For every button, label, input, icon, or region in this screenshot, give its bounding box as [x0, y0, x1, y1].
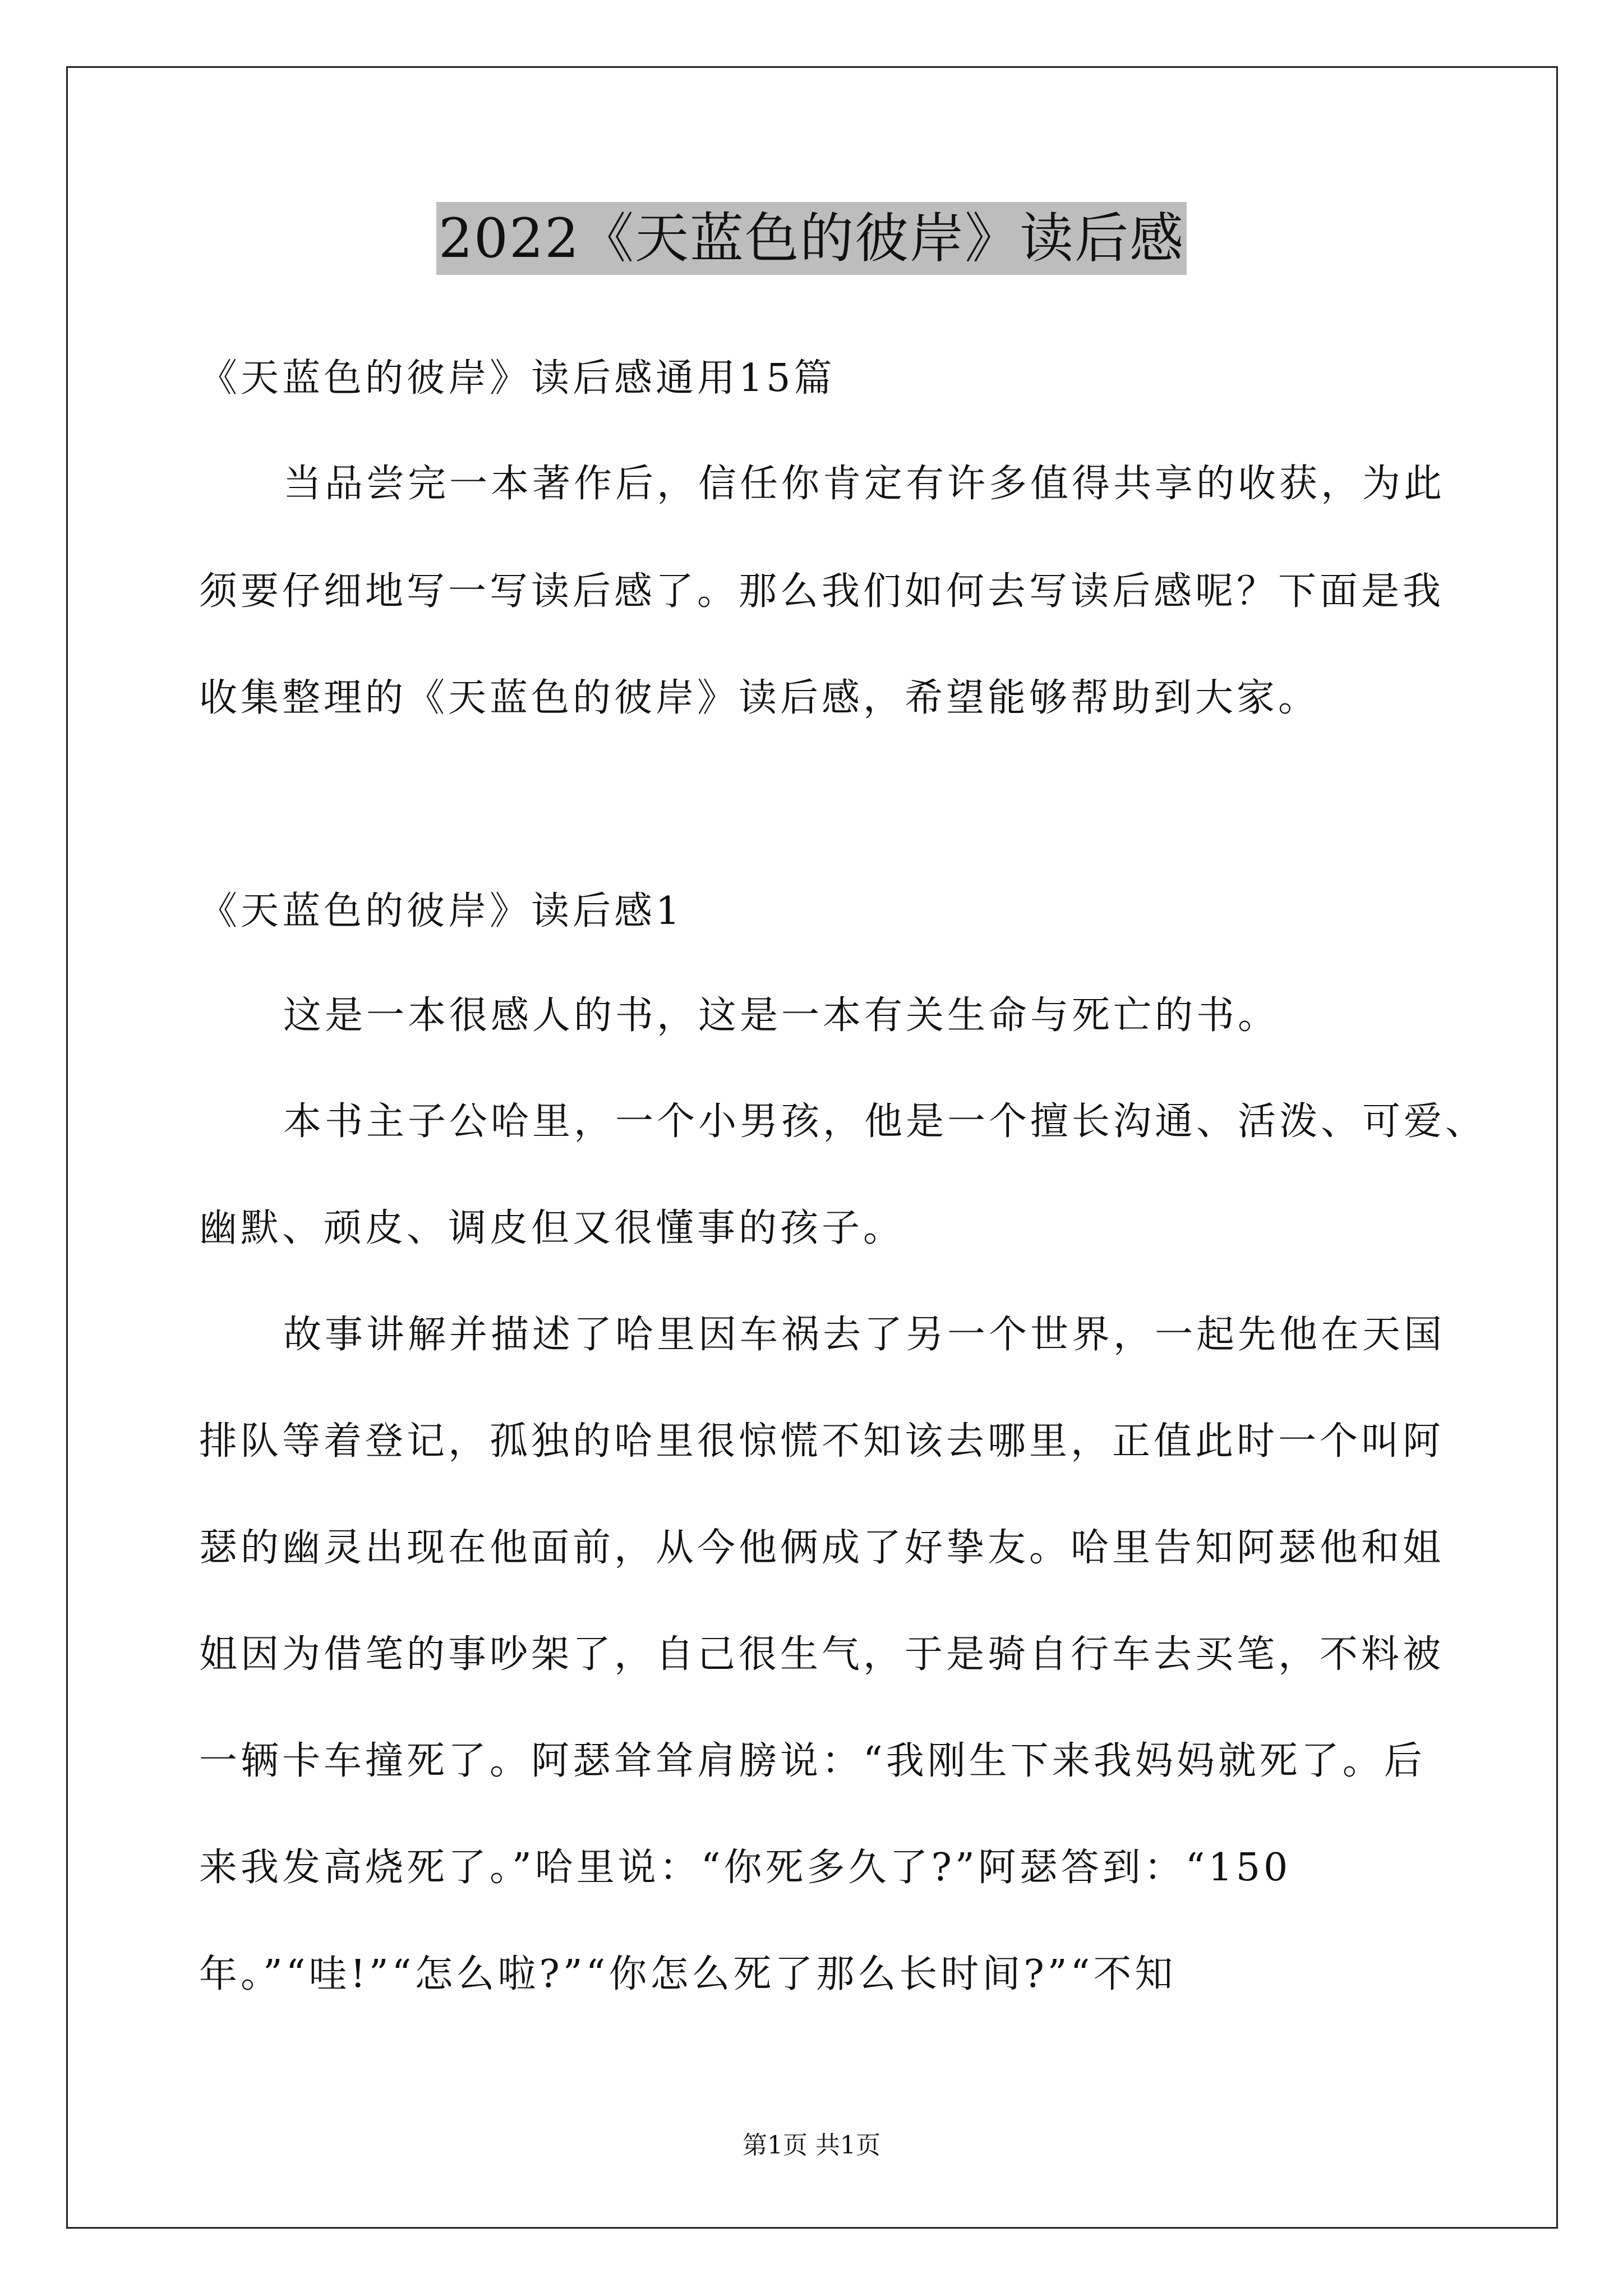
paragraph-3-line-7: 年。”“哇!”“怎么啦?”“你怎么死了那么长时间?”“不知 [199, 1952, 1177, 1996]
intro-line-2: 须要仔细地写一写读后感了。那么我们如何去写读后感呢？下面是我 [199, 569, 1445, 614]
paragraph-2-line-1: 本书主子公哈里，一个小男孩，他是一个擅长沟通、活泼、可爱、 [283, 1099, 1487, 1144]
paragraph-3-line-1: 故事讲解并描述了哈里因车祸去了另一个世界，一起先他在天国 [283, 1313, 1446, 1357]
paragraph-2-line-2: 幽默、顽皮、调皮但又很懂事的孩子。 [199, 1206, 905, 1250]
document-title: 2022《天蓝色的彼岸》读后感 [436, 202, 1187, 275]
paragraph-3-line-6: 来我发高烧死了。”哈里说：“你死多久了?”阿瑟答到：“150 [199, 1846, 1292, 1890]
paragraph-3-line-2: 排队等着登记，孤独的哈里很惊慌不知该去哪里，正值此时一个叫阿 [199, 1419, 1445, 1464]
title-container [0, 202, 1623, 275]
paragraph-3-line-5: 一辆卡车撞死了。阿瑟耸耸肩膀说：“我刚生下来我妈妈就死了。后 [199, 1739, 1426, 1783]
paragraph-3-line-3: 瑟的幽灵出现在他面前，从今他俩成了好挚友。哈里告知阿瑟他和姐 [199, 1526, 1445, 1570]
intro-line-3: 收集整理的《天蓝色的彼岸》读后感，希望能够帮助到大家。 [199, 676, 1320, 720]
section-heading: 《天蓝色的彼岸》读后感1 [199, 889, 684, 933]
page-footer: 第1页 共1页 [743, 2131, 880, 2160]
subtitle: 《天蓝色的彼岸》读后感通用15篇 [199, 356, 836, 401]
paragraph-3-line-4: 姐因为借笔的事吵架了，自己很生气，于是骑自行车去买笔，不料被 [199, 1632, 1445, 1677]
paragraph-1: 这是一本很感人的书，这是一本有关生命与死亡的书。 [283, 993, 1280, 1038]
intro-line-1: 当品尝完一本著作后，信任你肯定有许多值得共享的收获，为此 [283, 462, 1446, 506]
